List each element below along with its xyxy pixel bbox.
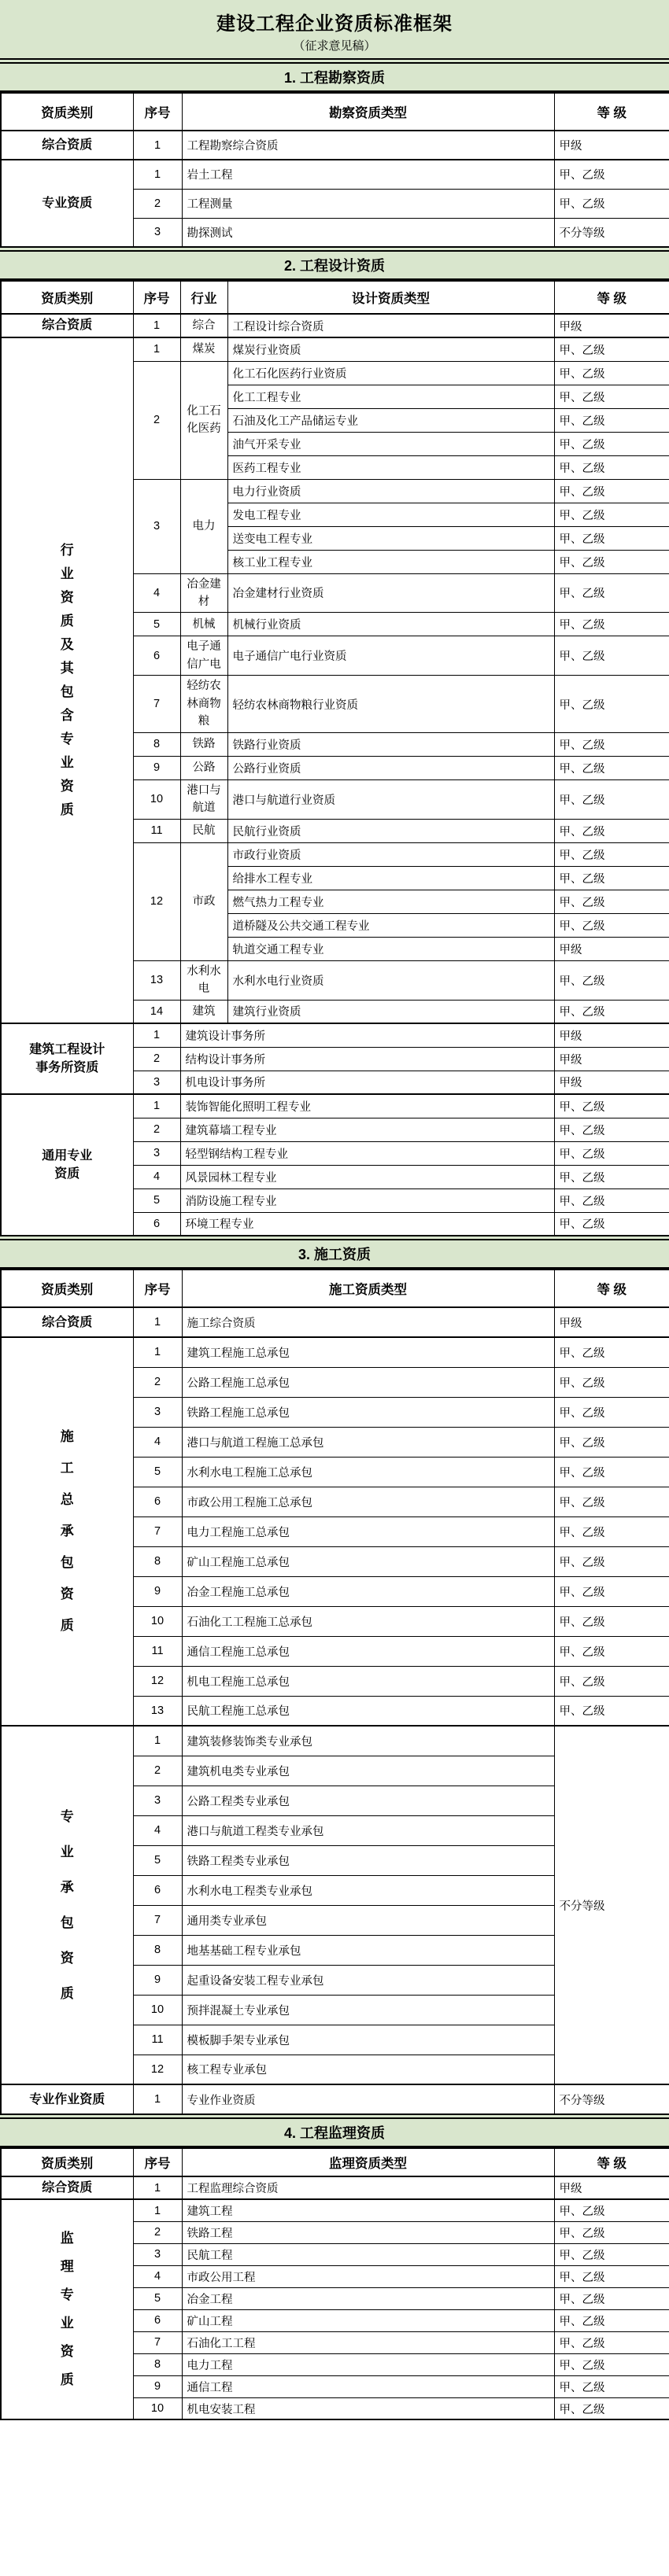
qualification-type: 机电安装工程: [182, 2397, 554, 2419]
column-header: 资质类别: [1, 93, 133, 131]
row-number: 3: [133, 1397, 182, 1427]
qualification-type: 建筑机电类专业承包: [182, 1756, 554, 1786]
industry-cell: 电力: [180, 479, 227, 573]
qualification-type: 核工业工程专业: [227, 550, 554, 573]
category-cell: 综合资质: [1, 131, 133, 160]
row-number: 10: [133, 1606, 182, 1636]
qualification-type: 轻型钢结构工程专业: [180, 1141, 554, 1165]
table-row: [1, 1726, 669, 1756]
column-header: 序号: [133, 281, 180, 314]
industry-cell: 化工石化医药: [180, 361, 227, 479]
grade-cell: 甲、乙级: [554, 2199, 669, 2221]
header-row: [1, 2148, 669, 2176]
grade-cell: 甲、乙级: [554, 732, 669, 756]
header-row: [1, 1270, 669, 1307]
grade-cell: 甲、乙级: [554, 866, 669, 890]
row-number: 1: [133, 160, 182, 189]
grade-cell: 甲、乙级: [554, 2397, 669, 2419]
table-row: [1, 131, 669, 160]
qualification-type: 预拌混凝土专业承包: [182, 1995, 554, 2025]
table-row: [1, 314, 669, 337]
table-construction: [0, 1269, 669, 2115]
qualification-type: 建筑幕墙工程专业: [180, 1118, 554, 1141]
qualification-type: 公路工程施工总承包: [182, 1367, 554, 1397]
grade-cell: 甲级: [554, 937, 669, 960]
qualification-type: 化工工程专业: [227, 385, 554, 408]
section-title-construction: 3. 施工资质: [0, 1239, 669, 1269]
grade-cell: 甲级: [554, 1047, 669, 1071]
qualification-type: 工程设计综合资质: [227, 314, 554, 337]
industry-cell: 水利水电: [180, 960, 227, 1000]
grade-cell: 甲级: [554, 1023, 669, 1047]
grade-cell: 甲、乙级: [554, 2221, 669, 2243]
qualification-type: 结构设计事务所: [180, 1047, 554, 1071]
row-number: 2: [133, 361, 180, 479]
table-row: [1, 1094, 669, 1118]
row-number: 2: [133, 1756, 182, 1786]
grade-cell: 甲级: [554, 314, 669, 337]
qualification-type: 水利水电工程施工总承包: [182, 1457, 554, 1487]
qualification-type: 轨道交通工程专业: [227, 937, 554, 960]
table-row: [1, 2176, 669, 2199]
qualification-type: 铁路行业资质: [227, 732, 554, 756]
qualification-type: 港口与航道工程类专业承包: [182, 1815, 554, 1845]
grade-cell: 甲、乙级: [554, 573, 669, 613]
qualification-type: 煤炭行业资质: [227, 337, 554, 361]
row-number: 9: [133, 1965, 182, 1995]
row-number: 6: [133, 1875, 182, 1905]
grade-cell: 甲、乙级: [554, 676, 669, 732]
column-header: 序号: [133, 93, 182, 131]
row-number: 9: [133, 2375, 182, 2397]
qualification-type: 建筑工程: [182, 2199, 554, 2221]
row-number: 10: [133, 1995, 182, 2025]
grade-cell: 甲、乙级: [554, 361, 669, 385]
page-subtitle: （征求意见稿）: [293, 39, 376, 53]
qualification-type: 建筑装修装饰类专业承包: [182, 1726, 554, 1756]
grade-cell: 甲、乙级: [554, 526, 669, 550]
row-number: 1: [133, 1023, 180, 1047]
row-number: 4: [133, 1427, 182, 1457]
category-cell: 综合资质: [1, 2176, 133, 2199]
grade-cell: 甲、乙级: [554, 1094, 669, 1118]
grade-cell: 甲、乙级: [554, 1188, 669, 1212]
category-cell: 专业作业资质: [1, 2084, 133, 2114]
row-number: 9: [133, 1576, 182, 1606]
row-number: 5: [133, 613, 180, 636]
qualification-type: 道桥隧及公共交通工程专业: [227, 913, 554, 937]
row-number: 1: [133, 1307, 182, 1337]
section-title-design: 2. 工程设计资质: [0, 250, 669, 280]
header-row: [1, 93, 669, 131]
grade-cell: 甲、乙级: [554, 2287, 669, 2309]
qualification-type: 装饰智能化照明工程专业: [180, 1094, 554, 1118]
column-header: 序号: [133, 1270, 182, 1307]
qualification-type: 电子通信广电行业资质: [227, 636, 554, 676]
column-header: 序号: [133, 2148, 182, 2176]
row-number: 1: [133, 1094, 180, 1118]
row-number: 1: [133, 131, 182, 160]
grade-cell: 甲、乙级: [554, 1457, 669, 1487]
row-number: 11: [133, 1636, 182, 1666]
page-title: 建设工程企业资质标准框架: [216, 13, 453, 35]
qualification-type: 化工石化医药行业资质: [227, 361, 554, 385]
qualification-type: 水利水电工程类专业承包: [182, 1875, 554, 1905]
table-row: [1, 337, 669, 361]
row-number: 7: [133, 1516, 182, 1546]
column-header: 设计资质类型: [227, 281, 554, 314]
category-cell: 综合资质: [1, 314, 133, 337]
qualification-type: 市政行业资质: [227, 842, 554, 866]
row-number: 1: [133, 1337, 182, 1367]
row-number: 2: [133, 1367, 182, 1397]
qualification-type: 油气开采专业: [227, 432, 554, 455]
qualification-type: 岩土工程: [182, 160, 554, 189]
table-design: [0, 280, 669, 1236]
qualification-type: 专业作业资质: [182, 2084, 554, 2114]
qualification-type: 水利水电行业资质: [227, 960, 554, 1000]
grade-cell: 甲、乙级: [554, 2243, 669, 2265]
qualification-type: 通用类专业承包: [182, 1905, 554, 1935]
row-number: 5: [133, 1457, 182, 1487]
row-number: 9: [133, 756, 180, 779]
row-number: 4: [133, 2265, 182, 2287]
industry-cell: 轻纺农林商物粮: [180, 676, 227, 732]
category-cell: 通用专业 资质: [1, 1094, 133, 1236]
qualification-type: 通信工程: [182, 2375, 554, 2397]
row-number: 2: [133, 1047, 180, 1071]
row-number: 1: [133, 337, 180, 361]
row-number: 1: [133, 2176, 182, 2199]
industry-cell: 电子通信广电: [180, 636, 227, 676]
row-number: 1: [133, 314, 180, 337]
column-header: 勘察资质类型: [182, 93, 554, 131]
industry-cell: 公路: [180, 756, 227, 779]
row-number: 3: [133, 1141, 180, 1165]
grade-cell: 甲、乙级: [554, 890, 669, 913]
row-number: 12: [133, 2055, 182, 2084]
qualification-type: 电力工程施工总承包: [182, 1516, 554, 1546]
qualification-type: 冶金建材行业资质: [227, 573, 554, 613]
grade-cell: 甲、乙级: [554, 1337, 669, 1367]
row-number: 12: [133, 1666, 182, 1696]
qualification-type: 建筑行业资质: [227, 1000, 554, 1023]
row-number: 5: [133, 2287, 182, 2309]
qualification-type: 工程测量: [182, 189, 554, 218]
grade-cell: 甲级: [554, 1071, 669, 1094]
qualification-type: 公路工程类专业承包: [182, 1786, 554, 1815]
grade-cell: 甲、乙级: [554, 842, 669, 866]
grade-cell: 甲、乙级: [554, 160, 669, 189]
qualification-type: 冶金工程施工总承包: [182, 1576, 554, 1606]
grade-cell: 甲、乙级: [554, 2309, 669, 2331]
industry-cell: 民航: [180, 819, 227, 842]
grade-cell: 甲、乙级: [554, 1666, 669, 1696]
qualification-type: 风景园林工程专业: [180, 1165, 554, 1188]
row-number: 4: [133, 1165, 180, 1188]
qualification-type: 市政公用工程施工总承包: [182, 1487, 554, 1516]
qualification-type: 民航工程施工总承包: [182, 1696, 554, 1726]
row-number: 2: [133, 1118, 180, 1141]
grade-cell: 甲、乙级: [554, 1397, 669, 1427]
qualification-type: 铁路工程施工总承包: [182, 1397, 554, 1427]
qualification-type: 石油及化工产品储运专业: [227, 408, 554, 432]
qualification-type: 建筑工程施工总承包: [182, 1337, 554, 1367]
industry-cell: 建筑: [180, 1000, 227, 1023]
qualification-type: 石油化工工程: [182, 2331, 554, 2353]
row-number: 3: [133, 1071, 180, 1094]
grade-cell: 甲、乙级: [554, 1427, 669, 1457]
qualification-type: 港口与航道行业资质: [227, 779, 554, 819]
row-number: 3: [133, 218, 182, 247]
category-cell: 专 业 承 包 资 质: [1, 1726, 133, 2084]
qualification-type: 矿山工程施工总承包: [182, 1546, 554, 1576]
row-number: 7: [133, 676, 180, 732]
row-number: 10: [133, 2397, 182, 2419]
column-header: 等 级: [554, 93, 669, 131]
qualification-type: 市政公用工程: [182, 2265, 554, 2287]
row-number: 3: [133, 1786, 182, 1815]
category-cell: 综合资质: [1, 1307, 133, 1337]
qualification-type: 地基基础工程专业承包: [182, 1935, 554, 1965]
row-number: 1: [133, 2199, 182, 2221]
grade-cell: 甲、乙级: [554, 636, 669, 676]
tables: [0, 62, 669, 2420]
row-number: 13: [133, 1696, 182, 1726]
row-number: 7: [133, 2331, 182, 2353]
qualification-type: 发电工程专业: [227, 503, 554, 526]
column-header: 资质类别: [1, 1270, 133, 1307]
row-number: 1: [133, 1726, 182, 1756]
qualification-type: 石油化工工程施工总承包: [182, 1606, 554, 1636]
column-header: 行业: [180, 281, 227, 314]
row-number: 6: [133, 1212, 180, 1236]
column-header: 等 级: [554, 2148, 669, 2176]
industry-cell: 冶金建材: [180, 573, 227, 613]
grade-cell: 甲、乙级: [554, 960, 669, 1000]
qualification-type: 机械行业资质: [227, 613, 554, 636]
qualification-type: 送变电工程专业: [227, 526, 554, 550]
grade-cell: 甲、乙级: [554, 408, 669, 432]
row-number: 6: [133, 1487, 182, 1516]
grade-cell: 不分等级: [554, 1726, 669, 2084]
grade-cell: 甲、乙级: [554, 550, 669, 573]
grade-cell: 甲级: [554, 1307, 669, 1337]
table-row: [1, 2084, 669, 2114]
qualification-type: 施工综合资质: [182, 1307, 554, 1337]
grade-cell: 甲、乙级: [554, 2353, 669, 2375]
grade-cell: 甲、乙级: [554, 1516, 669, 1546]
qualification-type: 铁路工程类专业承包: [182, 1845, 554, 1875]
table-supervision: [0, 2147, 669, 2420]
grade-cell: 甲、乙级: [554, 2331, 669, 2353]
grade-cell: 甲、乙级: [554, 1165, 669, 1188]
grade-cell: 甲、乙级: [554, 503, 669, 526]
category-cell: 建筑工程设计 事务所资质: [1, 1023, 133, 1094]
qualification-type: 电力工程: [182, 2353, 554, 2375]
qualification-type: 医药工程专业: [227, 455, 554, 479]
grade-cell: 不分等级: [554, 218, 669, 247]
category-cell: 专业资质: [1, 160, 133, 247]
grade-cell: 甲、乙级: [554, 2265, 669, 2287]
qualification-type: 给排水工程专业: [227, 866, 554, 890]
column-header: 等 级: [554, 1270, 669, 1307]
grade-cell: 甲、乙级: [554, 189, 669, 218]
qualification-type: 工程监理综合资质: [182, 2176, 554, 2199]
category-cell: 施 工 总 承 包 资 质: [1, 1337, 133, 1726]
industry-cell: 铁路: [180, 732, 227, 756]
qualification-type: 轻纺农林商物粮行业资质: [227, 676, 554, 732]
grade-cell: 甲级: [554, 131, 669, 160]
industry-cell: 煤炭: [180, 337, 227, 361]
section-title-survey: 1. 工程勘察资质: [0, 62, 669, 92]
row-number: 7: [133, 1905, 182, 1935]
row-number: 8: [133, 1546, 182, 1576]
qualification-type: 燃气热力工程专业: [227, 890, 554, 913]
column-header: 资质类别: [1, 281, 133, 314]
table-survey: [0, 92, 669, 248]
grade-cell: 甲、乙级: [554, 1606, 669, 1636]
qualification-type: 建筑设计事务所: [180, 1023, 554, 1047]
section-title-supervision: 4. 工程监理资质: [0, 2117, 669, 2147]
grade-cell: 甲、乙级: [554, 1636, 669, 1666]
row-number: 8: [133, 2353, 182, 2375]
table-row: [1, 1023, 669, 1047]
row-number: 13: [133, 960, 180, 1000]
grade-cell: 甲、乙级: [554, 756, 669, 779]
grade-cell: 甲、乙级: [554, 455, 669, 479]
qualification-type: 模板脚手架专业承包: [182, 2025, 554, 2055]
qualification-type: 矿山工程: [182, 2309, 554, 2331]
qualification-type: 民航工程: [182, 2243, 554, 2265]
table-row: [1, 160, 669, 189]
row-number: 6: [133, 636, 180, 676]
industry-cell: 综合: [180, 314, 227, 337]
grade-cell: 甲、乙级: [554, 1141, 669, 1165]
grade-cell: 甲、乙级: [554, 2375, 669, 2397]
qualification-type: 勘探测试: [182, 218, 554, 247]
qualification-type: 通信工程施工总承包: [182, 1636, 554, 1666]
grade-cell: 甲、乙级: [554, 913, 669, 937]
grade-cell: 甲、乙级: [554, 479, 669, 503]
row-number: 14: [133, 1000, 180, 1023]
industry-cell: 港口与航道: [180, 779, 227, 819]
qualification-type: 冶金工程: [182, 2287, 554, 2309]
grade-cell: 甲、乙级: [554, 1546, 669, 1576]
category-cell: 监 理 专 业 资 质: [1, 2199, 133, 2419]
grade-cell: 甲、乙级: [554, 1696, 669, 1726]
row-number: 2: [133, 189, 182, 218]
row-number: 4: [133, 573, 180, 613]
grade-cell: 甲、乙级: [554, 1367, 669, 1397]
category-cell: 行 业 资 质 及 其 包 含 专 业 资 质: [1, 337, 133, 1023]
row-number: 12: [133, 842, 180, 960]
row-number: 10: [133, 779, 180, 819]
row-number: 3: [133, 2243, 182, 2265]
qualification-type: 港口与航道工程施工总承包: [182, 1427, 554, 1457]
table-row: [1, 1307, 669, 1337]
row-number: 5: [133, 1845, 182, 1875]
row-number: 2: [133, 2221, 182, 2243]
grade-cell: 甲、乙级: [554, 779, 669, 819]
row-number: 1: [133, 2084, 182, 2114]
industry-cell: 市政: [180, 842, 227, 960]
row-number: 11: [133, 2025, 182, 2055]
row-number: 8: [133, 1935, 182, 1965]
grade-cell: 甲、乙级: [554, 613, 669, 636]
grade-cell: 甲、乙级: [554, 1000, 669, 1023]
grade-cell: 甲、乙级: [554, 432, 669, 455]
grade-cell: 甲、乙级: [554, 819, 669, 842]
qualification-type: 机电设计事务所: [180, 1071, 554, 1094]
row-number: 4: [133, 1815, 182, 1845]
table-row: [1, 2199, 669, 2221]
industry-cell: 机械: [180, 613, 227, 636]
grade-cell: 甲、乙级: [554, 337, 669, 361]
grade-cell: 甲、乙级: [554, 1576, 669, 1606]
grade-cell: 甲、乙级: [554, 385, 669, 408]
row-number: 11: [133, 819, 180, 842]
grade-cell: 甲级: [554, 2176, 669, 2199]
qualification-type: 工程勘察综合资质: [182, 131, 554, 160]
qualification-type: 机电工程施工总承包: [182, 1666, 554, 1696]
qualification-type: 铁路工程: [182, 2221, 554, 2243]
grade-cell: 甲、乙级: [554, 1212, 669, 1236]
column-header: 等 级: [554, 281, 669, 314]
column-header: 资质类别: [1, 2148, 133, 2176]
row-number: 3: [133, 479, 180, 573]
title-block: [0, 0, 669, 60]
qualification-type: 起重设备安装工程专业承包: [182, 1965, 554, 1995]
grade-cell: 甲、乙级: [554, 1487, 669, 1516]
column-header: 施工资质类型: [182, 1270, 554, 1307]
qualification-type: 核工程专业承包: [182, 2055, 554, 2084]
row-number: 6: [133, 2309, 182, 2331]
qualification-type: 环境工程专业: [180, 1212, 554, 1236]
grade-cell: 甲、乙级: [554, 1118, 669, 1141]
qualification-type: 电力行业资质: [227, 479, 554, 503]
row-number: 5: [133, 1188, 180, 1212]
table-row: [1, 1337, 669, 1367]
qualification-type: 民航行业资质: [227, 819, 554, 842]
header-row: [1, 281, 669, 314]
column-header: 监理资质类型: [182, 2148, 554, 2176]
qualification-type: 消防设施工程专业: [180, 1188, 554, 1212]
row-number: 8: [133, 732, 180, 756]
grade-cell: 不分等级: [554, 2084, 669, 2114]
qualification-type: 公路行业资质: [227, 756, 554, 779]
